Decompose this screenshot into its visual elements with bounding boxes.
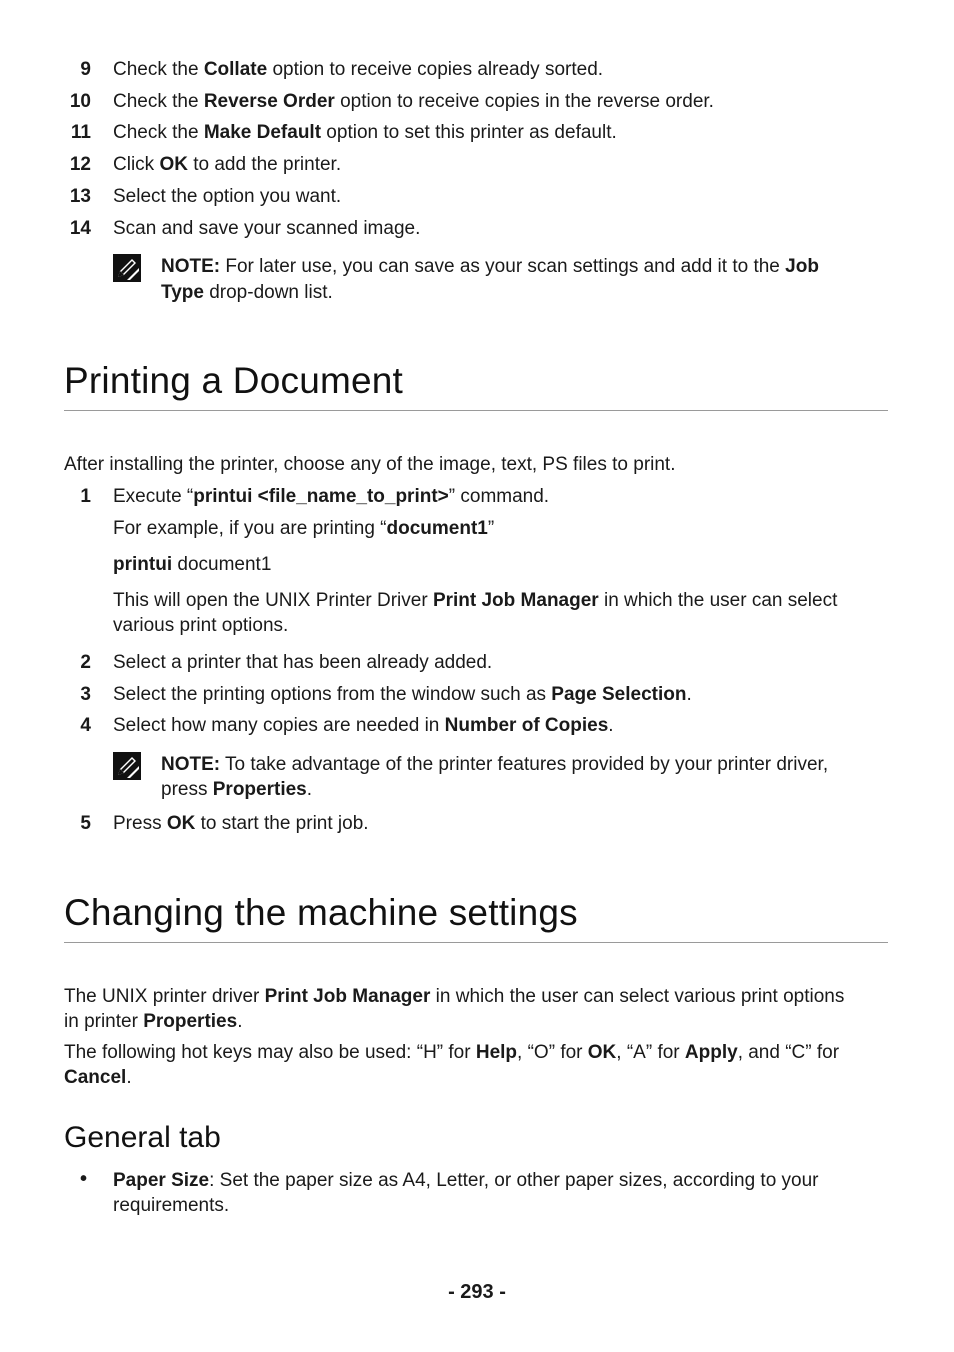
step-text: Select a printer that has been already added. [113,652,493,673]
note-pencil-icon [113,752,141,780]
note-line-2: press Properties. [161,779,313,800]
step-number: 5 [80,813,91,834]
step-number: 9 [80,59,91,80]
example-text: For example, if you are printing “document1” [113,518,495,539]
step-text: Select how many copies are needed in Number of Copies. [113,715,614,736]
step-number: 14 [69,218,91,239]
bullet-line-2: requirements. [113,1195,230,1216]
section-divider [64,942,888,943]
step-number: 10 [69,91,91,112]
step-text: Click OK to add the printer. [113,154,342,175]
step-number: 3 [80,684,91,705]
step-number: 4 [80,715,91,736]
section-divider [64,410,888,411]
step-number: 11 [70,122,91,143]
section-title-printing: Printing a Document [64,360,404,401]
note-line-2: Type drop-down list. [161,282,333,303]
note-line-1: NOTE: For later use, you can save as your scan settings and add it to the Job [161,256,819,277]
step-number: 1 [80,486,91,507]
paragraph-1-line-1: The UNIX printer driver Print Job Manager in which the user can select various print options [64,986,845,1007]
paragraph-1-line-2: in printer Properties. [64,1011,243,1032]
section-intro: After installing the printer, choose any of the image, text, PS files to print. [64,454,676,475]
step-text: Check the Make Default option to set this printer as default. [113,122,617,143]
paragraph-2-line-1: The following hot keys may also be used: “H” for Help, “O” for OK, “A” for Apply, and “C” for [64,1042,840,1063]
page-number: - 293 - [448,1281,506,1303]
bullet-line-1: Paper Size: Set the paper size as A4, Letter, or other paper sizes, according to your [113,1170,819,1191]
section-title-machine-settings: Changing the machine settings [64,892,578,933]
step-number: 13 [69,186,91,207]
step-text: Select the option you want. [113,186,342,207]
subsection-title-general-tab: General tab [64,1121,221,1154]
step-text: Check the Reverse Order option to receive copies in the reverse order. [113,91,714,112]
bullet-marker: • [80,1168,88,1190]
step-text: Press OK to start the print job. [113,813,369,834]
description-line-2: various print options. [113,615,289,636]
note-line-1: NOTE: To take advantage of the printer features provided by your printer driver, [161,754,829,775]
paragraph-2-line-2: Cancel. [64,1067,132,1088]
step-text: Scan and save your scanned image. [113,218,421,239]
step-text: Check the Collate option to receive copies already sorted. [113,59,604,80]
command-text: printui document1 [113,554,272,575]
note-pencil-icon [113,254,141,282]
step-number: 2 [80,652,91,673]
step-number: 12 [69,154,91,175]
step-text: Execute “printui <file_name_to_print>” command. [113,486,550,507]
description-line-1: This will open the UNIX Printer Driver Print Job Manager in which the user can select [113,590,838,611]
step-text: Select the printing options from the window such as Page Selection. [113,684,692,705]
